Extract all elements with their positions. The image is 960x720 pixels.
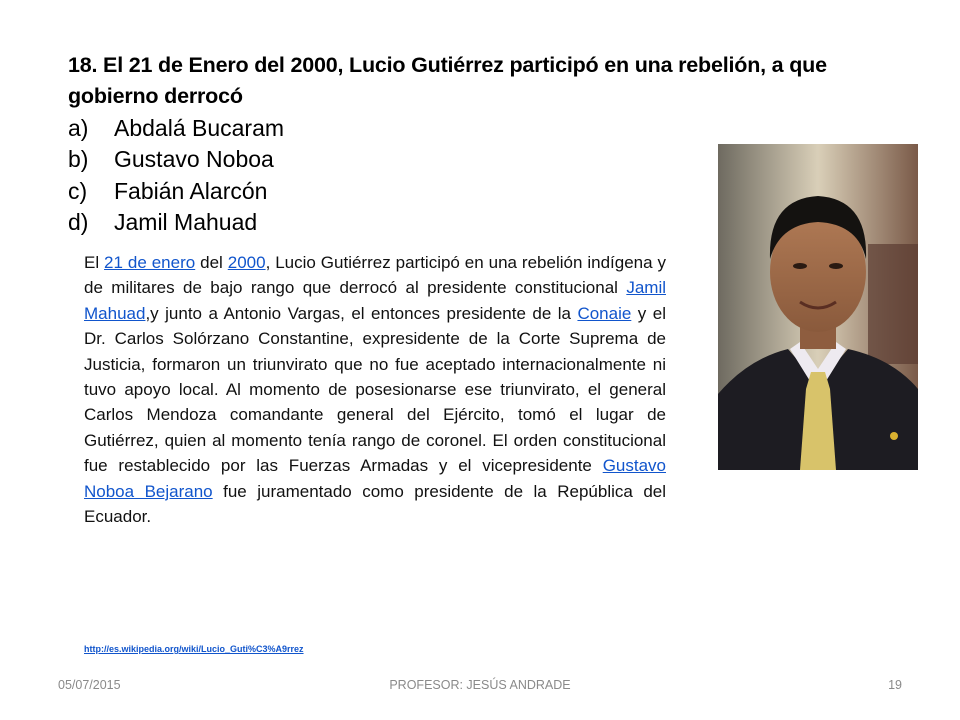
option-letter: d) bbox=[68, 208, 89, 235]
option-label: Jamil Mahuad bbox=[114, 208, 258, 235]
link-conaie[interactable]: Conaie bbox=[577, 303, 632, 323]
link-gustavo-noboa-bejarano[interactable]: Gustavo Noboa Bejarano bbox=[84, 456, 666, 501]
question-title: 18. El 21 de Enero del 2000, Lucio Gutiérrez participó en una rebelión, a que gobierno derrocó bbox=[68, 53, 827, 108]
paragraph-body bbox=[84, 250, 666, 529]
slide-number: 19 bbox=[888, 678, 902, 692]
paragraph-text: El bbox=[84, 253, 105, 272]
link-21-de-enero[interactable]: 21 de enero bbox=[104, 253, 196, 272]
option-b bbox=[68, 144, 284, 175]
footer-presenter: PROFESOR: JESÚS ANDRADE bbox=[389, 678, 571, 692]
paragraph-text: del bbox=[195, 253, 228, 272]
portrait-photo bbox=[718, 144, 918, 470]
paragraph-text: ,y junto a Antonio Vargas, el entonces presidente de la bbox=[145, 303, 578, 323]
paragraph-text: , Lucio Gutiérrez participó en una rebelión indígena y de militares de bajo rango que derrocó al presidente constitucional bbox=[84, 253, 666, 298]
option-letter: b) bbox=[68, 146, 89, 173]
option-letter: c) bbox=[68, 177, 88, 204]
source-link[interactable]: http://es.wikipedia.org/wiki/Lucio_Guti%C3%A9rrez bbox=[84, 644, 304, 654]
option-a bbox=[68, 113, 284, 144]
option-label: Gustavo Noboa bbox=[114, 146, 274, 173]
option-letter: a) bbox=[68, 115, 89, 141]
option-label: Fabián Alarcón bbox=[114, 177, 268, 204]
link-jamil-mahuad[interactable]: Jamil Mahuad bbox=[84, 278, 666, 323]
source-link-container bbox=[84, 644, 304, 654]
option-d bbox=[68, 207, 284, 238]
footer-date: 05/07/2015 bbox=[58, 678, 121, 692]
paragraph-text: fue juramentado como presidente de la República del Ecuador. bbox=[84, 481, 667, 527]
link-2000[interactable]: 2000 bbox=[227, 253, 266, 272]
answer-options bbox=[68, 113, 284, 238]
option-c bbox=[68, 176, 284, 207]
option-label: Abdalá Bucaram bbox=[114, 115, 285, 141]
paragraph-text: y el Dr. Carlos Solórzano Constantine, expresidente de la Corte Suprema de Justicia, formaron un triunvirato que no fue aceptado internacionalmente ni tuvo apoyo local. Al momento de posesionarse ese triunvirato, el general Carlos Mendoza comandante general del Ejército, tomó el lugar de Gutiérrez, quien al momento tenía rango de coronel. El orden constitucional fue restablecido por las Fuerzas Armadas y el vicepresidente bbox=[84, 303, 666, 476]
